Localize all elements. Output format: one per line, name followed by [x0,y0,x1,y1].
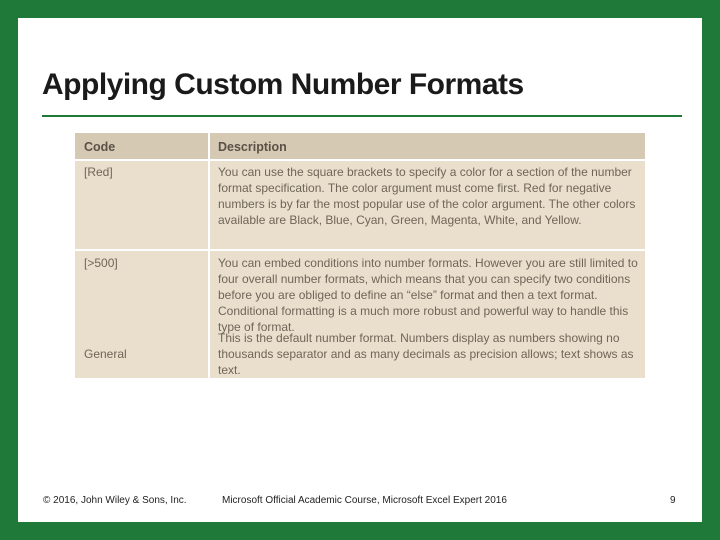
row-divider [75,159,645,161]
table-cell-description: You can use the square brackets to specify a color for a section of the number format specification. The color argument must come first. Red for negative numbers is by far the most popular use of the color argument. The other colors available are Black, Blue, Cyan, Green, Magenta, White, and Yellow. [218,165,636,227]
header-description: Description [218,140,287,154]
table-cell-description: You can embed conditions into number formats. However you are still limited to four overall number formats, which means that you can specify two conditions before you are obliged to define an “else” format and then a text format. Conditional formatting is a much more robust and powerful way to handle this type of format. [218,256,638,334]
header-code: Code [84,140,116,154]
slide-title: Applying Custom Number Formats [42,68,524,101]
format-codes-table [75,133,645,378]
table-header-row [75,133,645,159]
row-divider [75,249,645,251]
title-underline [42,115,682,117]
table-cell-code: [>500] [84,256,118,270]
page-number: 9 [670,495,676,506]
column-divider [208,133,210,378]
footer-copyright: © 2016, John Wiley & Sons, Inc. [43,495,187,506]
table-cell-code: [Red] [84,165,113,179]
slide [18,18,702,522]
footer-course-title: Microsoft Official Academic Course, Microsoft Excel Expert 2016 [222,495,507,506]
table-cell-description: This is the default number format. Numbers display as numbers showing no thousands separator and as many decimals as precision allows; text shows as text. [218,331,634,377]
table-cell-code: General [84,347,127,361]
